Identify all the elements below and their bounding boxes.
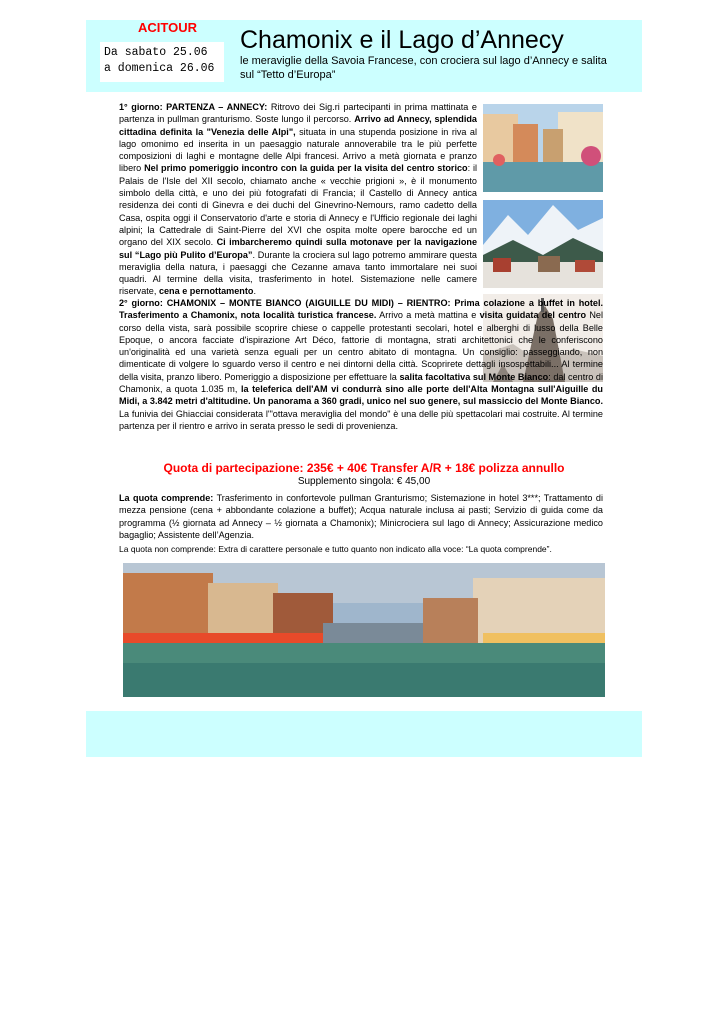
day2-text-2: Nel corso della vista, sarà possibile scoprire chiese o cappelle protestanti secolari, hotel e alberghi di lusso della Belle Epoque, o ancora facciate d'ispirazione Art Déco, fattorie di montagna, strati architettonici che le conferiscono un'originalità ed una varietà senza eguali per un centro abitato di montagna. Un consiglio: passeggiando, non dimenticate di volgere lo sguardo verso il centro e nei dintorni della città. Scoprirete dettagli insospettabili... Al termine della visita, pranzo libero. Pomeriggio a disposizione per effettuare la <box>119 310 603 382</box>
day2-heading: 2° giorno: CHAMONIX – MONTE BIANCO (AIGUILLE DU MIDI) – RIENTRO: Prima colazione a buffet in hotel. Trasferimento a Chamonix, nota località turistica francese. <box>119 298 603 321</box>
day2-text-1: Arrivo a metà mattina e <box>376 310 480 321</box>
chamonix-town-photo <box>483 200 603 288</box>
day1-bold-3: Ci imbarcheremo quindi sulla motonave per la navigazione sul “Lago più Pulito d’Europa” <box>119 237 477 260</box>
day1-text-4: . Durante la crociera sul lago potremo ammirare questa meraviglia della natura, i paesaggi che Cezanne amava tanto immortalare nei suoi quadri. Al termine della visita, trasferimento in hotel. Sistemazione nelle camere riservate, <box>119 249 477 297</box>
date-end: a domenica 26.06 <box>104 62 215 75</box>
day1-text-2: situata in una stupenda posizione in riva al lago omonimo ed inserita in un paesaggio naturale annoverabile tra le più perfette composizioni di laghi e montagne delle Alpi francesi. Arrivo a metà giornata e pranzo libero <box>119 126 477 174</box>
day1-bold-1: Arrivo ad Annecy, splendida cittadina definita la "Venezia delle Alpi", <box>119 114 477 137</box>
day1-text-3: : il Palais de l'Isle del XII secolo, chiamato anche « vecchie prigioni », è il monumento simbolo della città, e uno dei più fotografati di Francia; il Castello di Annecy antica residenza dei conti di Ginevra e dei duchi del Ginevrino-Nemours, ramo cadetto della Casa, ospita oggi il Conservatorio d'arte e storia di Annecy e l'Ufficio regionale dei laghi alpini; la Cattedrale di Saint-Pierre del XVI che ospita molte opere barocche ed un organo del XIX secolo. <box>119 163 477 248</box>
day1-heading: 1° giorno: PARTENZA – ANNECY: <box>119 102 268 112</box>
footer-band <box>86 711 642 757</box>
price-headline: Quota di partecipazione: 235€ + 40€ Transfer A/R + 18€ polizza annullo <box>163 461 565 475</box>
day2-description <box>119 297 603 432</box>
day1-text-5: . <box>253 286 256 297</box>
included-section <box>119 492 603 555</box>
day2-bold-2: salita facoltativa sul Monte Bianco <box>399 371 549 382</box>
annecy-canal-photo <box>483 104 603 192</box>
day2-text-4: La funivia dei Ghiacciai considerata l'"ottava meraviglia del mondo" è una delle più spettacolari mai costruite. Al termine partenza per il rientro e arrivo in serata presso le sedi di provenienza. <box>119 408 603 431</box>
day1-description <box>119 101 477 298</box>
date-start: Da sabato 25.06 <box>104 46 208 59</box>
day2-text-3: : dal centro di Chamonix, a quota 1.035 m, <box>119 371 603 395</box>
not-included-text: La quota non comprende: Extra di carattere personale e tutto quanto non indicato alla voce: “La quota comprende”. <box>119 544 552 555</box>
day2-bold-3: la teleferica dell'AM vi condurrà sino alle porte dell'Alta Montagna sull'Aiguille du Midi, a 3.842 metri d'altitudine. Un panorama a 360 gradi, unico nel suo genere, sul massiccio del Monte Bianco. <box>119 384 603 407</box>
day1-bold-4: cena e pernottamento <box>158 286 254 297</box>
annecy-panorama-photo <box>123 563 605 697</box>
day2-bold-1: visita guidata del centro <box>479 310 587 321</box>
brand-name: ACITOUR <box>138 20 197 35</box>
date-box <box>100 42 224 82</box>
included-label: La quota comprende: <box>119 493 214 503</box>
single-supplement: Supplemento singola: € 45,00 <box>297 476 431 487</box>
page-title: Chamonix e il Lago d’Annecy <box>240 26 564 54</box>
included-text: Trasferimento in confortevole pullman Granturismo; Sistemazione in hotel 3***; Trattamento di mezza pensione (cena + abbondante colazione a buffet); Acqua naturale inclusa ai pasti; Servizio di guida come da programma (½ giornata ad Annecy – ½ giornata a Chamonix); Minicrociera sul lago di Annecy; Assicurazione medico bagaglio; Assistente dell’Agenzia. <box>119 493 604 540</box>
day1-text-1: Ritrovo dei Sig.ri partecipanti in prima mattinata e partenza in pullman granturismo. Soste lungo il percorso. <box>119 102 477 125</box>
page-subtitle: le meraviglie della Savoia Francese, con crociera sul lago d’Annecy e salita sul “Tetto d’Europa” <box>240 55 607 81</box>
day1-bold-2: Nel primo pomeriggio incontro con la guida per la visita del centro storico <box>144 163 468 174</box>
header-band <box>86 20 642 92</box>
